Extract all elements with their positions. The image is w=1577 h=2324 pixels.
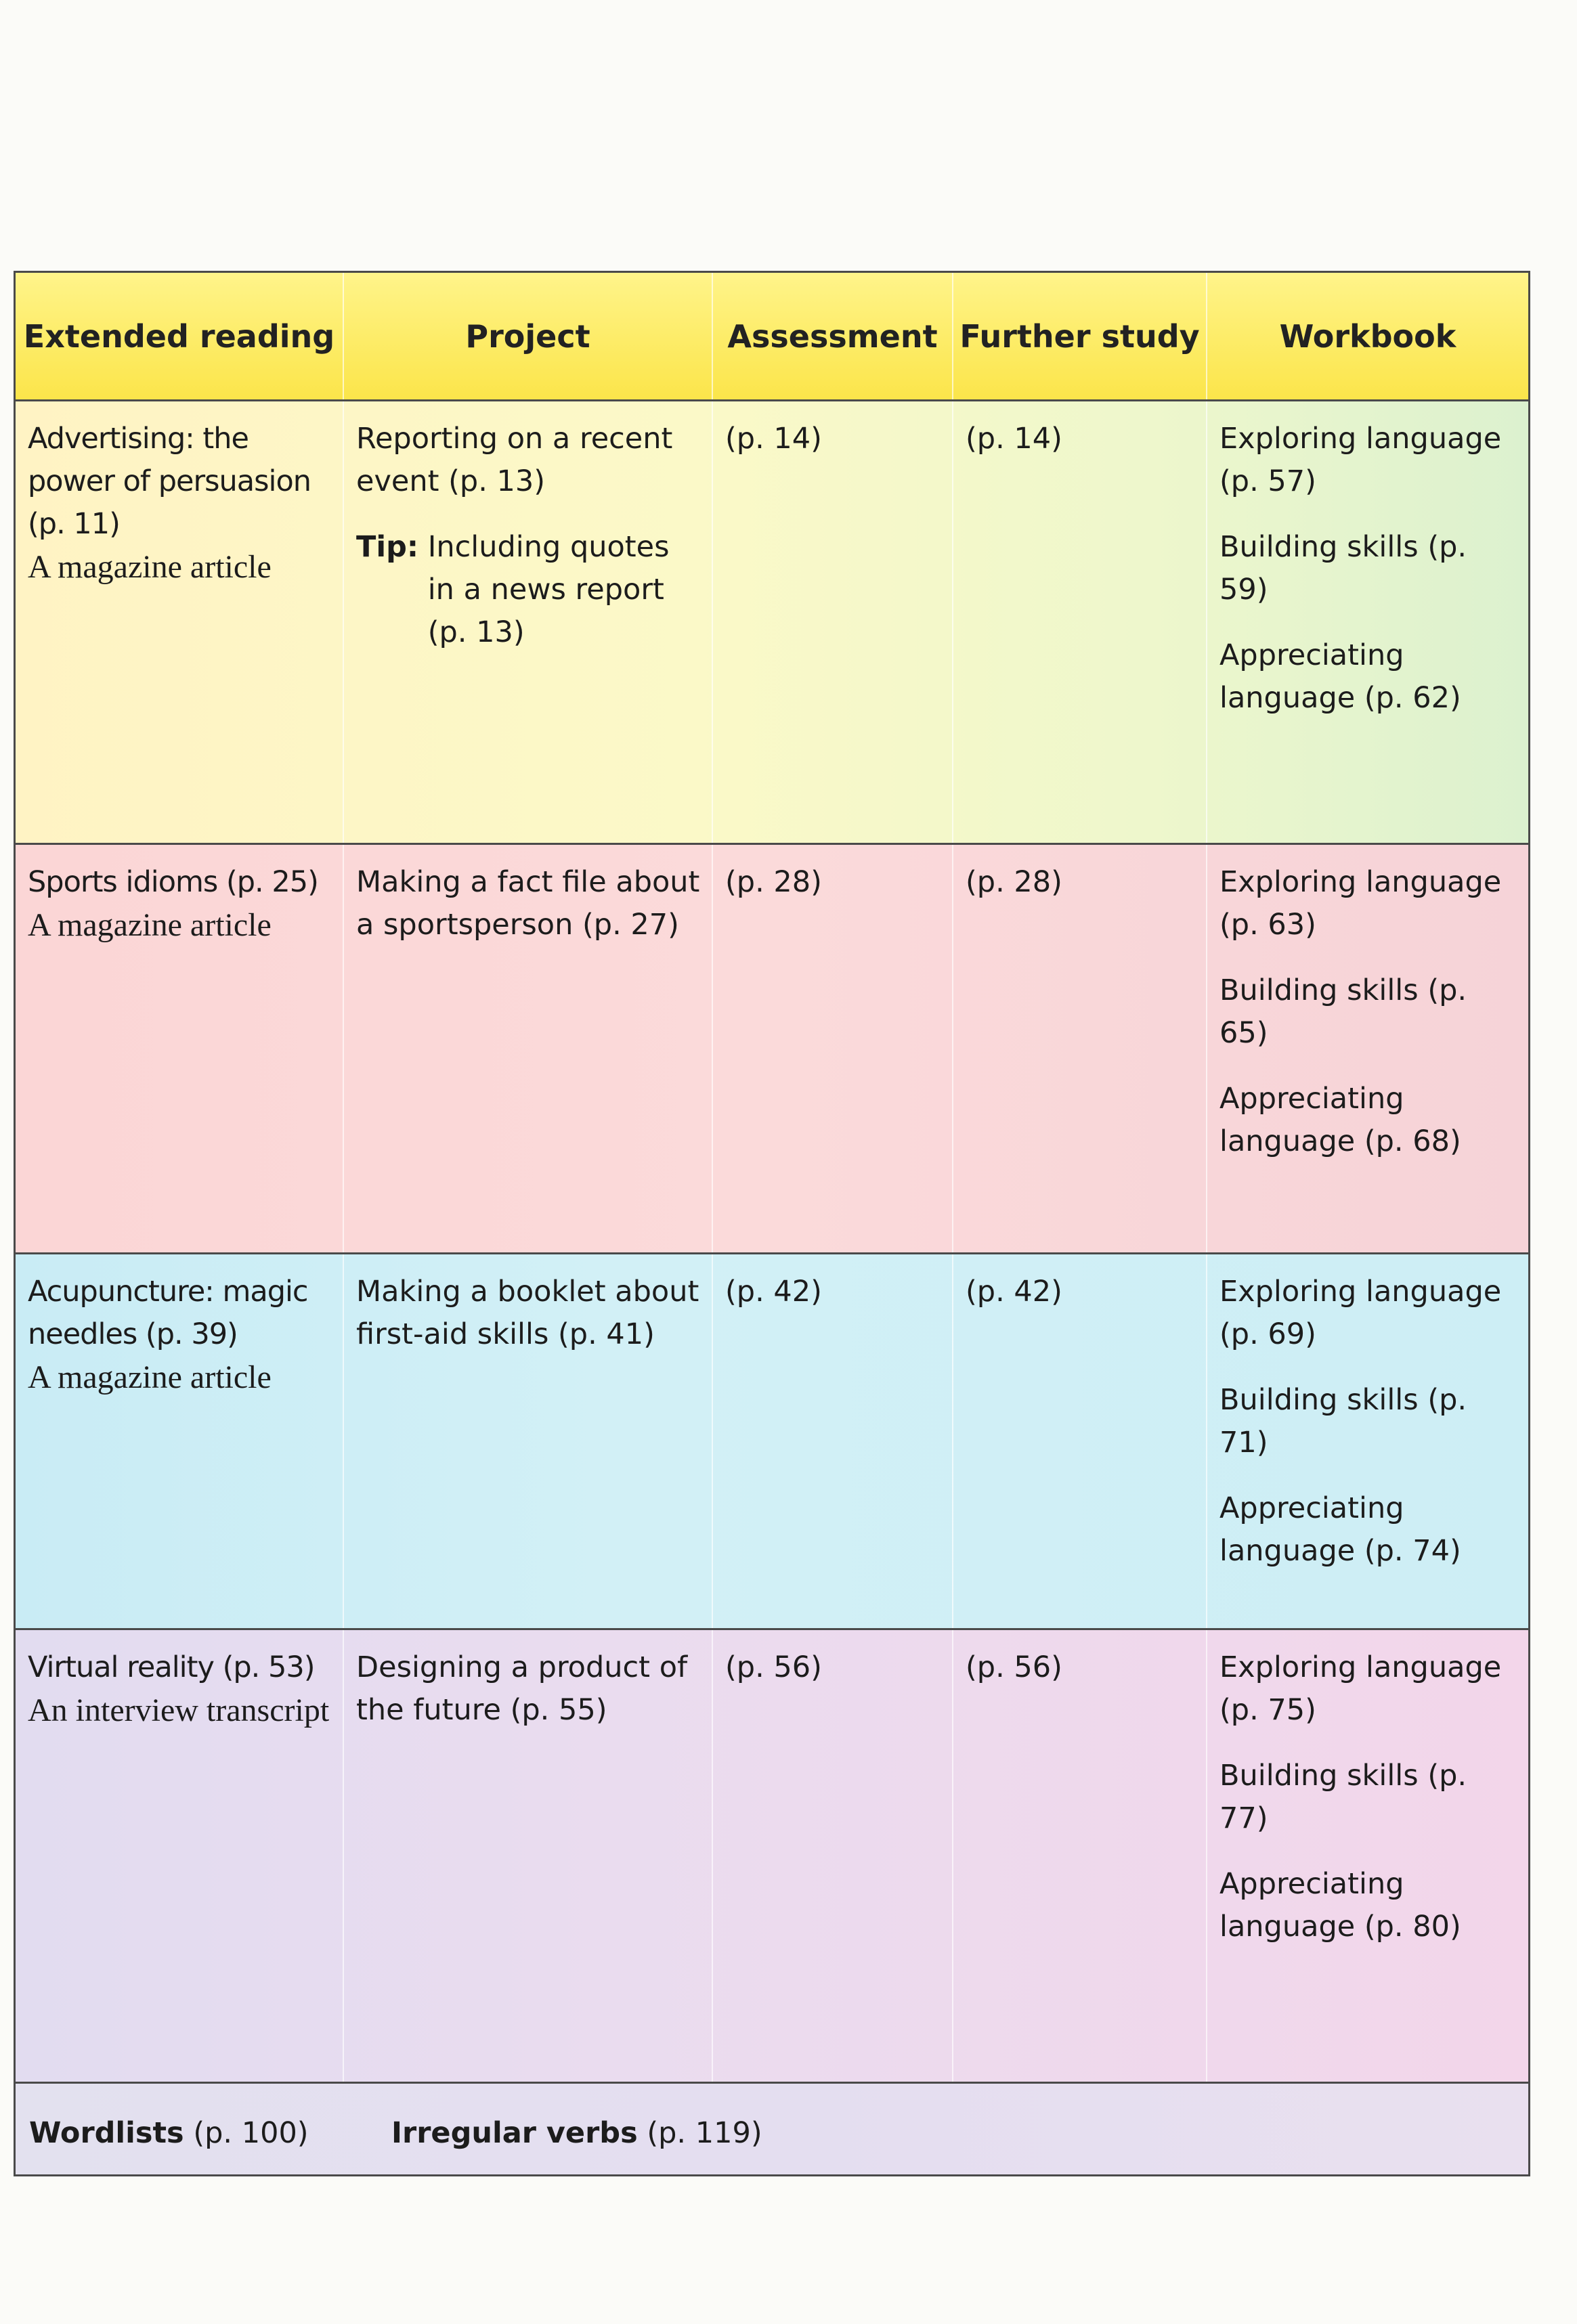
irregular-verbs-label: Irregular verbs xyxy=(391,2116,638,2150)
header-extended-reading: Extended reading xyxy=(16,273,344,399)
tip-label: Tip: xyxy=(356,530,419,564)
assessment-cell: (p. 14) xyxy=(713,401,953,843)
table-row xyxy=(16,1254,1528,1630)
table-row xyxy=(16,845,1528,1254)
header-assessment: Assessment xyxy=(713,273,953,399)
workbook-item: Building skills (p. 65) xyxy=(1219,973,1467,1050)
project-text: Designing a product of the future (p. 55) xyxy=(356,1650,688,1727)
workbook-item: Exploring language (p. 69) xyxy=(1219,1275,1502,1351)
reading-title: Acupuncture: magic needles (p. 39) xyxy=(28,1275,308,1351)
workbook-item: Appreciating language (p. 74) xyxy=(1219,1491,1461,1568)
workbook-item: Exploring language (p. 57) xyxy=(1219,422,1502,498)
project-cell xyxy=(344,1254,713,1628)
project-text: Making a booklet about first-aid skills (p. 41) xyxy=(356,1275,699,1351)
workbook-cell xyxy=(1207,845,1528,1252)
workbook-item: Appreciating language (p. 80) xyxy=(1219,1867,1461,1944)
extended-reading-cell xyxy=(16,401,344,843)
project-cell xyxy=(344,401,713,843)
project-text: Reporting on a recent event (p. 13) xyxy=(356,422,673,498)
workbook-item: Appreciating language (p. 68) xyxy=(1219,1082,1461,1158)
wordlists-label: Wordlists xyxy=(29,2116,184,2150)
reading-title: Virtual reality (p. 53) xyxy=(28,1650,315,1684)
workbook-cell xyxy=(1207,401,1528,843)
further-study-cell: (p. 56) xyxy=(953,1630,1207,2082)
workbook-cell xyxy=(1207,1630,1528,2082)
header-further-study: Further study xyxy=(953,273,1207,399)
workbook-item: Building skills (p. 71) xyxy=(1219,1383,1467,1460)
reading-type: A magazine article xyxy=(28,1359,272,1395)
further-study-cell: (p. 42) xyxy=(953,1254,1207,1628)
header-project: Project xyxy=(344,273,713,399)
workbook-item: Building skills (p. 77) xyxy=(1219,1759,1467,1835)
irregular-verbs-page: (p. 119) xyxy=(647,2116,762,2150)
contents-table xyxy=(14,271,1530,2176)
workbook-item: Exploring language (p. 63) xyxy=(1219,865,1502,942)
header-workbook: Workbook xyxy=(1279,317,1456,355)
table-row xyxy=(16,401,1528,845)
reading-type: A magazine article xyxy=(28,549,272,585)
table-row xyxy=(16,1630,1528,2084)
workbook-item: Building skills (p. 59) xyxy=(1219,530,1467,607)
reading-title: Sports idioms (p. 25) xyxy=(28,865,318,899)
project-text: Making a fact file about a sportsperson (p. 27) xyxy=(356,865,700,942)
project-cell xyxy=(344,1630,713,2082)
wordlists-entry xyxy=(29,2116,309,2150)
table-footer xyxy=(16,2084,1528,2174)
extended-reading-cell xyxy=(16,1630,344,2082)
tip xyxy=(356,526,701,654)
assessment-cell: (p. 42) xyxy=(713,1254,953,1628)
table-header xyxy=(16,273,1528,401)
extended-reading-cell xyxy=(16,1254,344,1628)
workbook-cell xyxy=(1207,1254,1528,1628)
tip-text: Including quotes in a news report (p. 13) xyxy=(427,530,670,649)
workbook-item: Exploring language (p. 75) xyxy=(1219,1650,1502,1727)
workbook-item: Appreciating language (p. 62) xyxy=(1219,638,1461,715)
reading-type: A magazine article xyxy=(28,907,272,943)
project-cell xyxy=(344,845,713,1252)
assessment-cell: (p. 28) xyxy=(713,845,953,1252)
further-study-cell: (p. 14) xyxy=(953,401,1207,843)
reading-title: Advertising: the power of persuasion (p. 11) xyxy=(28,422,311,541)
assessment-cell: (p. 56) xyxy=(713,1630,953,2082)
further-study-cell: (p. 28) xyxy=(953,845,1207,1252)
extended-reading-cell xyxy=(16,845,344,1252)
reading-type: An interview transcript xyxy=(28,1692,330,1728)
wordlists-page: (p. 100) xyxy=(193,2116,309,2150)
irregular-verbs-entry xyxy=(391,2116,762,2150)
